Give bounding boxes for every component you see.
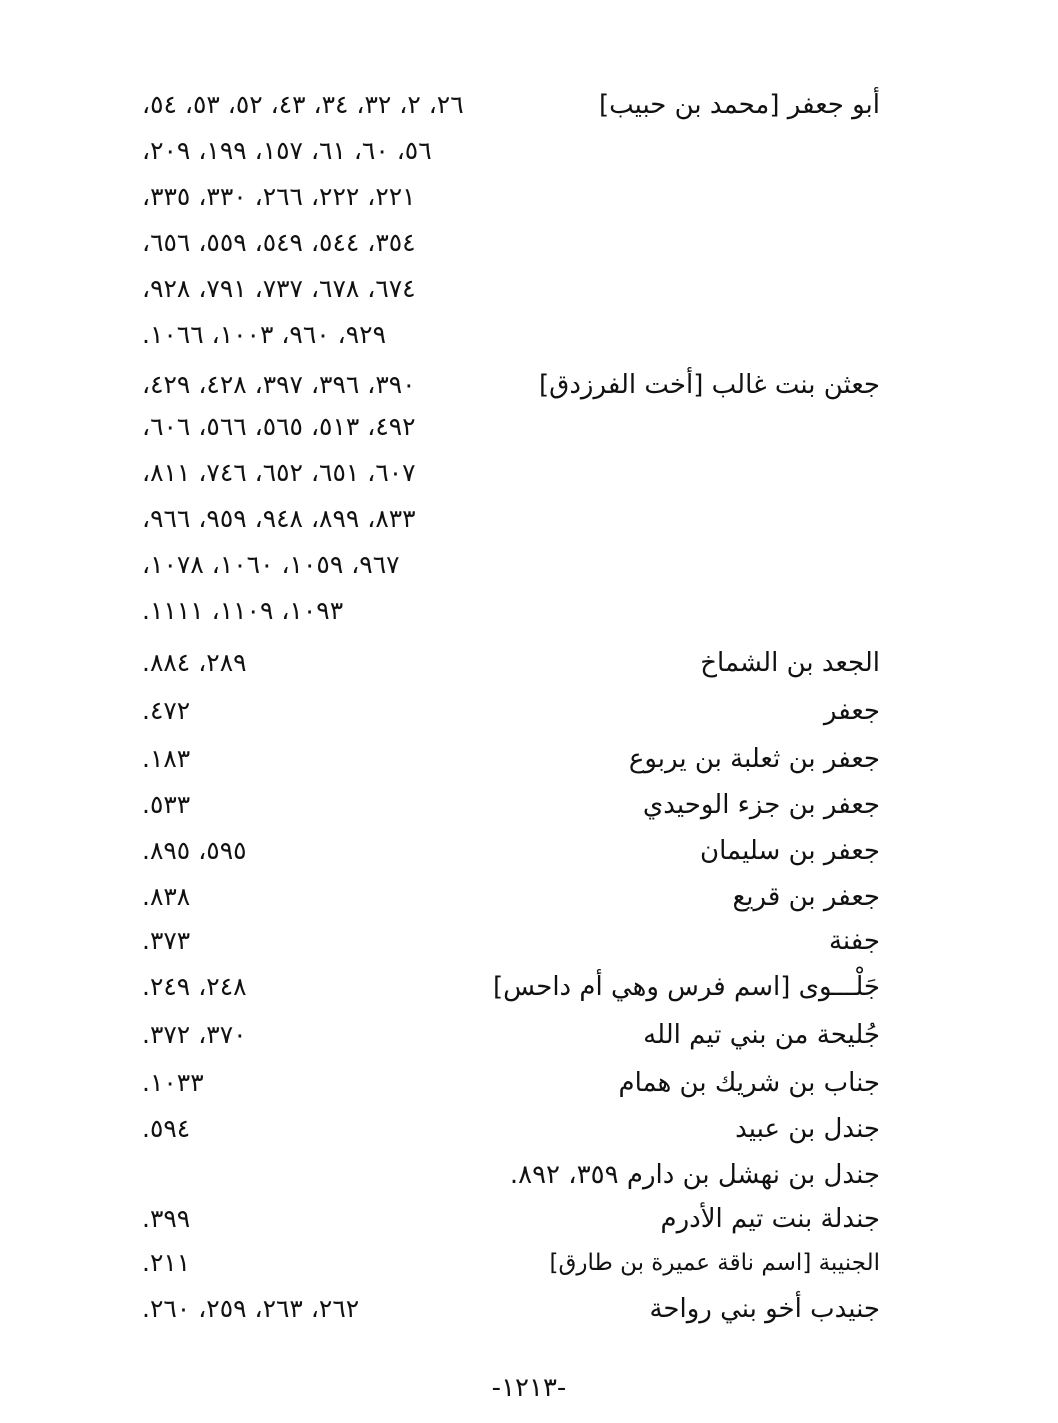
entry-name: الجنيبة [اسم ناقة عميرة بن طارق]: [549, 1250, 880, 1276]
entry-pages: ٤٧٢.: [142, 696, 191, 725]
index-entry: [100, 736, 880, 782]
entry-pages: ٥٣٣.: [142, 790, 191, 819]
entry-pages: ٣٩٩.: [142, 1204, 191, 1233]
index-entry: [100, 964, 880, 1010]
index-entry: [100, 1196, 880, 1242]
entry-name: جعفر: [823, 696, 880, 726]
entry-pages: ٨٣٨.: [142, 882, 191, 911]
index-entry: [100, 1240, 880, 1286]
entry-pages: ٥٩٥، ٨٩٥.: [142, 836, 247, 865]
index-entry: [100, 362, 880, 408]
entry-pages: ٢٦٢، ٢٦٣، ٢٥٩، ٢٦٠.: [142, 1294, 360, 1323]
entry-pages-continued: ١٠٩٣، ١١٠٩، ١١١١.: [142, 596, 344, 625]
entry-pages-continued: ٨٣٣، ٨٩٩، ٩٤٨، ٩٥٩، ٩٦٦،: [142, 504, 416, 533]
entry-pages: ٢٨٩، ٨٨٤.: [142, 648, 247, 677]
entry-pages: ١٨٣.: [142, 744, 191, 773]
entry-name: جناب بن شريك بن همام: [618, 1068, 880, 1098]
entry-pages: ١٠٣٣.: [142, 1068, 204, 1097]
index-entry: [100, 82, 880, 128]
index-entry: [100, 1012, 880, 1058]
entry-name: جفنة: [828, 926, 880, 956]
entry-name: أبو جعفر [محمد بن حبيب]: [598, 90, 880, 120]
entry-pages-continued: ٥٦، ٦٠، ٦١، ١٥٧، ١٩٩، ٢٠٩،: [142, 136, 432, 165]
entry-pages: ٣٩٠، ٣٩٦، ٣٩٧، ٤٢٨، ٤٢٩،: [142, 370, 416, 399]
entry-name: جعفر بن قريع: [732, 882, 880, 912]
index-entry: [100, 918, 880, 964]
index-entry: [100, 640, 880, 686]
entry-name: جنيدب أخو بني رواحة: [649, 1294, 880, 1324]
index-entry: [100, 688, 880, 734]
entry-name: جندل بن عبيد: [735, 1114, 880, 1144]
entry-pages-continued: ٣٥٤، ٥٤٤، ٥٤٩، ٥٥٩، ٦٥٦،: [142, 228, 416, 257]
entry-name: جندلة بنت تيم الأدرم: [660, 1204, 880, 1234]
entry-pages: ٣٧٠، ٣٧٢.: [142, 1020, 247, 1049]
entry-pages-continued: ٦٠٧، ٦٥١، ٦٥٢، ٧٤٦، ٨١١،: [142, 458, 416, 487]
index-entry: [100, 1286, 880, 1332]
entry-name: جعفر بن جزء الوحيدي: [642, 790, 880, 820]
index-entry: [100, 1106, 880, 1152]
entry-pages: ٣٧٣.: [142, 926, 191, 955]
entry-pages-continued: ٤٩٢، ٥١٣، ٥٦٥، ٥٦٦، ٦٠٦،: [142, 412, 416, 441]
entry-name: جندل بن نهشل بن دارم ٣٥٩، ٨٩٢.: [509, 1160, 880, 1190]
entry-name: جُليحة من بني تيم الله: [643, 1020, 880, 1050]
entry-pages: ٢٤٨، ٢٤٩.: [142, 972, 247, 1001]
entry-pages-continued: ٢٢١، ٢٢٢، ٢٦٦، ٣٣٠، ٣٣٥،: [142, 182, 416, 211]
index-entry: [100, 1152, 880, 1198]
entry-name: جعفر بن ثعلبة بن يربوع: [628, 744, 880, 774]
entry-name: الجعد بن الشماخ: [700, 648, 880, 678]
entry-name: جعثن بنت غالب [أخت الفرزدق]: [539, 370, 880, 400]
entry-name: جَلْـــوى [اسم فرس وهي أم داحس]: [492, 972, 880, 1002]
entry-pages: ٢٦، ٢، ٣٢، ٣٤، ٤٣، ٥٢، ٥٣، ٥٤،: [142, 90, 464, 119]
entry-pages-continued: ٦٧٤، ٦٧٨، ٧٣٧، ٧٩١، ٩٢٨،: [142, 274, 416, 303]
entry-pages: ٥٩٤.: [142, 1114, 191, 1143]
entry-pages-continued: ٩٢٩، ٩٦٠، ١٠٠٣، ١٠٦٦.: [142, 320, 387, 349]
index-entry: [100, 874, 880, 920]
index-entry: [100, 782, 880, 828]
index-entry: [100, 828, 880, 874]
entry-pages-continued: ٩٦٧، ١٠٥٩، ١٠٦٠، ١٠٧٨،: [142, 550, 400, 579]
index-entry: [100, 1060, 880, 1106]
page-number: -١٢١٣-: [491, 1373, 567, 1403]
entry-name: جعفر بن سليمان: [700, 836, 880, 866]
entry-pages: ٢١١.: [142, 1248, 191, 1277]
